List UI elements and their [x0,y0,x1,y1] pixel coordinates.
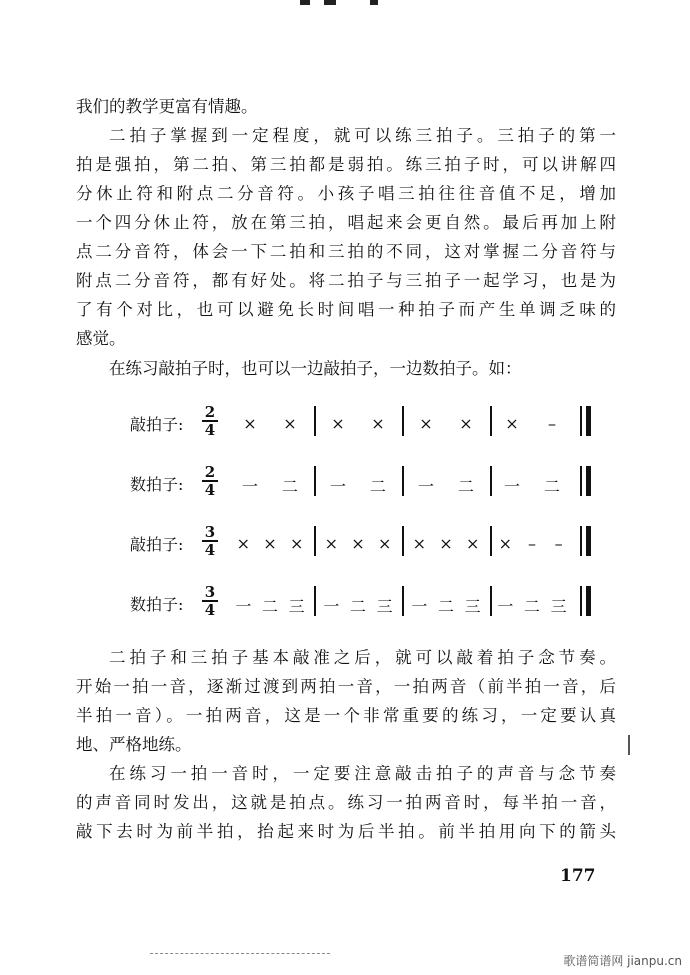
text-line: 拍是强拍，第二拍、第三拍都是弱拍。练三拍子时，可以讲解四 [76,155,616,174]
beat-symbol: 一 [417,477,434,496]
time-signature [202,524,218,558]
beat-symbol: 一 [235,597,252,616]
rhythm-notation [130,400,600,640]
time-signature-numerator: 3 [202,584,218,602]
bar-line [402,406,404,436]
beat-symbol: × [243,414,257,433]
beat-symbol: 三 [288,597,305,616]
row-label: 敲拍子: [130,415,184,434]
top-edge-mark [300,0,390,6]
beat-symbol: 二 [261,597,278,616]
measure [230,534,310,553]
beat-symbol: 二 [369,477,386,496]
time-signature-numerator: 2 [202,404,218,422]
notation-row [130,460,600,520]
text-line: 地、严格地练。 [76,735,192,754]
beat-symbol: × [498,534,513,553]
text-line: 开始一拍一音，逐渐过渡到两拍一音，一拍两音（前半拍一音，后 [76,677,616,696]
measure [406,474,486,497]
notation-row [130,580,600,640]
beat-symbol: 二 [523,597,540,616]
beat-symbol: × [283,414,297,433]
row-label: 敲拍子: [130,535,184,554]
bar-line [402,466,404,496]
beat-symbol: × [263,534,277,553]
final-bar-line [580,406,592,436]
row-label: 数拍子: [130,475,184,494]
time-signature-denominator: 4 [204,481,216,499]
text-line: 的声音同时发出，这就是拍点。练习一拍两音时，每半拍一音， [76,793,616,812]
time-signature [202,464,218,498]
beat-symbol: 二 [543,477,560,496]
time-signature-denominator: 4 [204,421,216,439]
beat-symbol: 一 [329,477,346,496]
footer-print-rule [150,953,330,954]
time-signature-numerator: 3 [202,524,218,542]
beat-symbol: 一 [323,597,340,616]
measure [230,414,310,433]
beat-symbol: 三 [464,597,481,616]
paragraph-5 [76,759,616,846]
measure [492,594,572,617]
page-number: 177 [560,866,596,886]
row-label: 数拍子: [130,595,184,614]
text-line: 在练习一拍一音时，一定要注意敲击拍子的声音与念节奏 [109,764,616,783]
measure [492,414,572,433]
text-line: 二拍子和三拍子基本敲准之后，就可以敲着拍子念节奏。 [109,648,616,667]
bar-line [314,526,316,556]
beat-symbol: 二 [281,477,298,496]
measure [318,534,398,553]
text-line: 在练习敲拍子时，也可以一边敲拍子，一边数拍子。如： [109,359,522,378]
beat-symbol: × [377,534,392,553]
measure [406,534,486,553]
beat-symbol: 二 [349,597,366,616]
text-line: 一个四分休止符，放在第三拍，唱起来会更自然。最后再加上附 [76,213,616,232]
paragraph-3 [76,354,616,383]
beat-symbol: 一 [241,477,258,496]
time-signature-denominator: 4 [204,601,216,619]
measure [318,474,398,497]
beat-symbol: – [554,534,563,553]
time-signature-numerator: 2 [202,464,218,482]
measure [318,594,398,617]
beat-symbol: × [324,534,339,553]
time-signature [202,584,218,618]
beat-symbol: × [459,414,473,433]
beat-symbol: × [419,414,433,433]
measure [230,594,310,617]
beat-symbol: × [412,534,427,553]
beat-symbol: 一 [411,597,428,616]
beat-symbol: – [527,534,536,553]
beat-symbol: × [465,534,480,553]
text-line: 二拍子掌握到一定程度，就可以练三拍子。三拍子的第一 [109,126,616,145]
beat-symbol: 一 [503,477,520,496]
measure [318,414,398,433]
text-line: 了有个对比，也可以避免长时间唱一种拍子而产生单调乏味的 [76,300,616,319]
beat-symbol: 三 [550,597,567,616]
beat-symbol: × [331,414,345,433]
notation-row [130,520,600,580]
beat-symbol: 一 [497,597,514,616]
beat-symbol: 二 [457,477,474,496]
paragraph-2 [76,121,616,353]
beat-symbol: × [351,534,365,553]
text-line: 分休止符和附点二分音符。小孩子唱三拍往往音值不足，增加 [76,184,616,203]
bar-line [402,526,404,556]
time-signature [202,404,218,438]
margin-mark [628,735,630,755]
bar-line [314,406,316,436]
beat-symbol: × [505,414,519,433]
beat-symbol: × [236,534,251,553]
beat-symbol: 二 [437,597,454,616]
text-line: 附点二分音符，都有好处。将二拍子与三拍子一起学习，也是为 [76,271,616,290]
measure [492,474,572,497]
notation-row [130,400,600,460]
final-bar-line [580,586,592,616]
measure [406,594,486,617]
beat-symbol: 三 [376,597,393,616]
measure [406,414,486,433]
text-line: 半拍一音）。一拍两音，这是一个非常重要的练习，一定要认真 [76,706,616,725]
beat-symbol: × [371,414,385,433]
paragraph-4 [76,643,616,759]
bar-line [314,466,316,496]
text-line: 感觉。 [76,329,126,348]
beat-symbol: × [439,534,453,553]
text-line: 我们的教学更富有情趣。 [76,97,258,116]
measure [492,534,572,553]
beat-symbol: × [289,534,304,553]
watermark: 歌谱简谱网 jianpu.cn [563,954,682,968]
final-bar-line [580,466,592,496]
measure [230,474,310,497]
final-bar-line [580,526,592,556]
text-line: 点二分音符，体会一下二拍和三拍的不同，这对掌握二分音符与 [76,242,616,261]
beat-symbol: – [548,414,556,433]
text-line: 敲下去时为前半拍，抬起来时为后半拍。前半拍用向下的箭头 [76,822,616,841]
time-signature-denominator: 4 [204,541,216,559]
bar-line [402,586,404,616]
paragraph-1 [76,92,616,121]
bar-line [314,586,316,616]
